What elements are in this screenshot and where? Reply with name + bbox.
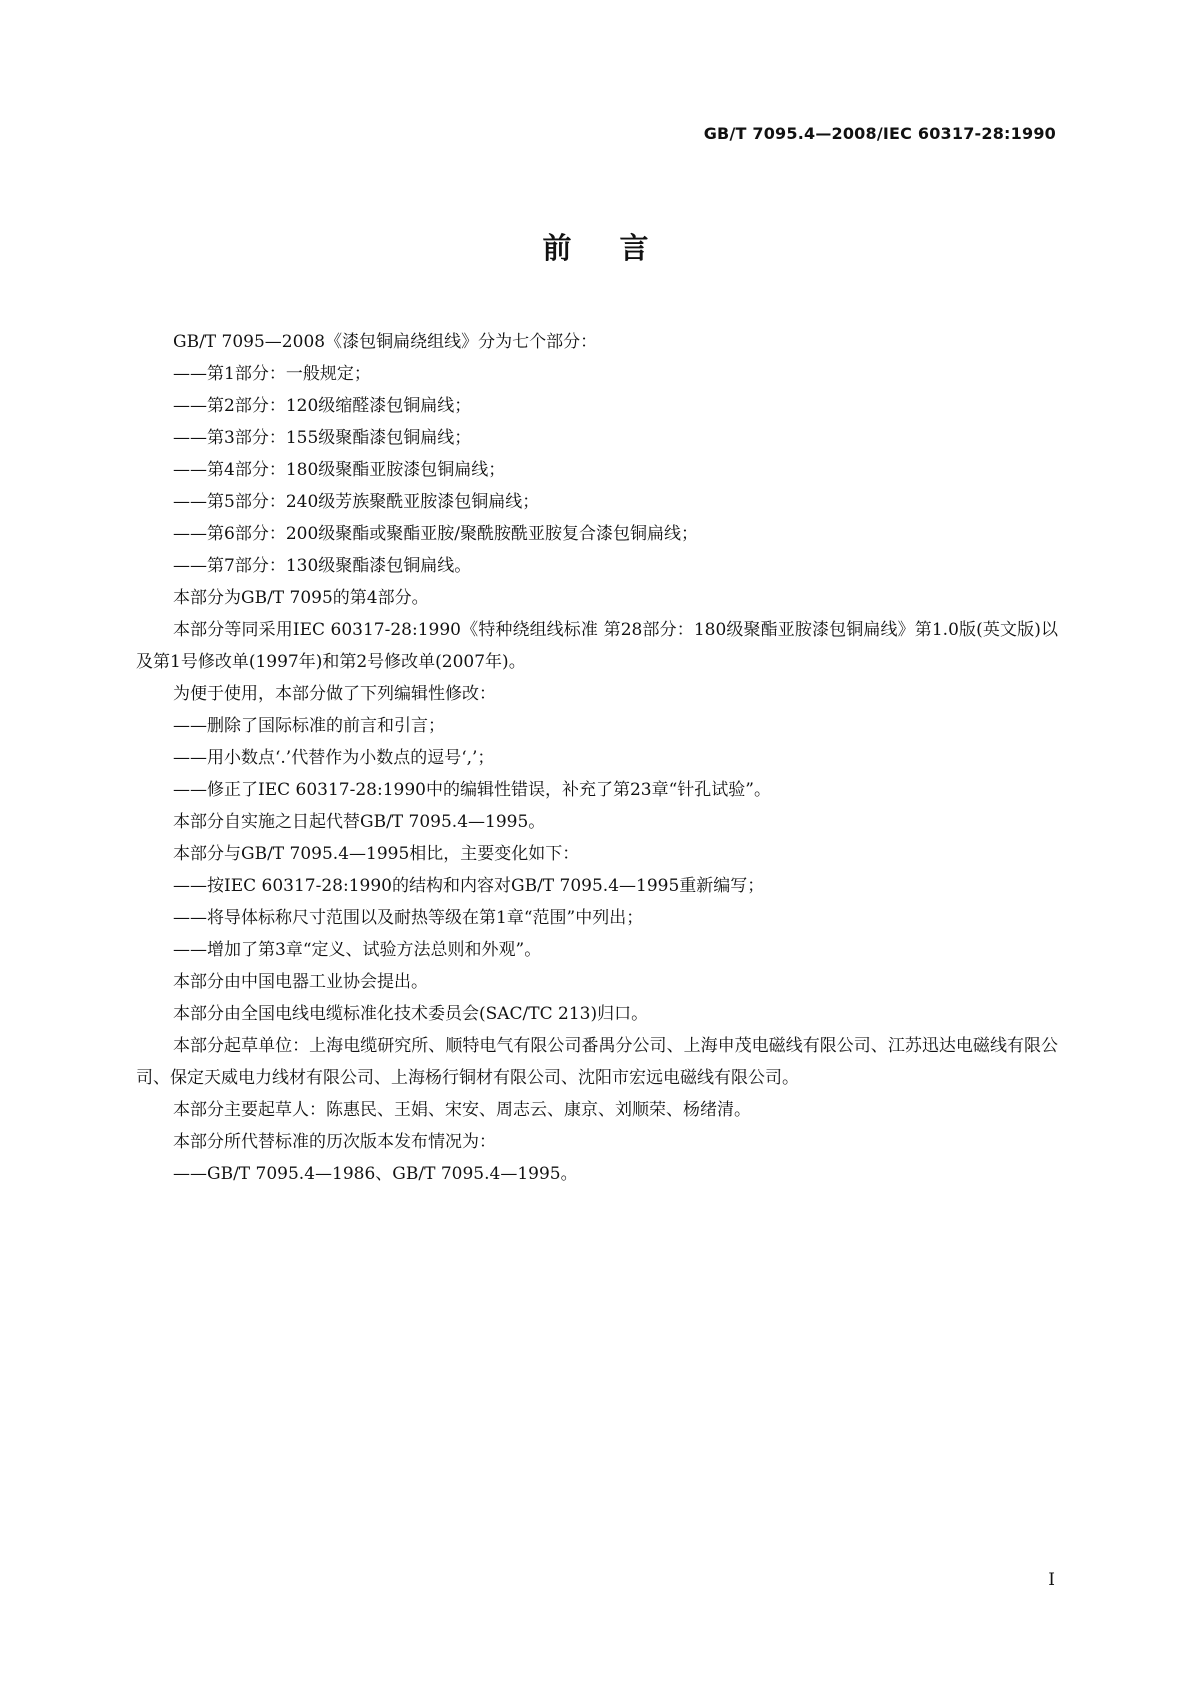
- page-title: 前言: [542, 231, 697, 265]
- list-item-part-7: ——第7部分：130级聚酯漆包铜扁线。: [173, 556, 472, 576]
- list-item-part-3: ——第3部分：155级聚酯漆包铜扁线；: [173, 428, 472, 448]
- list-item-editorial-3: ——修正了IEC 60317-28:1990中的编辑性错误，补充了第23章“针孔试验”。: [173, 780, 771, 800]
- list-item-editorial-2: ——用小数点‘.’代替作为小数点的逗号‘,’；: [173, 748, 495, 768]
- list-item-history: ——GB/T 7095.4—1986、GB/T 7095.4—1995。: [173, 1164, 578, 1184]
- standard-code-header: GB/T 7095.4—2008/IEC 60317-28:1990: [703, 124, 1056, 143]
- list-item-part-2: ——第2部分：120级缩醛漆包铜扁线；: [173, 396, 472, 416]
- paragraph-adoption: 本部分等同采用IEC 60317-28:1990《特种绕组线标准 第28部分：180级聚酯亚胺漆包铜扁线》第1.0版(英文版)以及第1号修改单(1997年)和第2号修改单(2007年)。: [136, 620, 1058, 672]
- paragraph-drafting-units: 本部分起草单位：上海电缆研究所、顺特电气有限公司番禺分公司、上海申茂电磁线有限公司、江苏迅达电磁线有限公司、保定天威电力线材有限公司、上海杨行铜材有限公司、沈阳市宏远电磁线有限公司。: [136, 1036, 1058, 1088]
- paragraph-editorial-intro: 为便于使用，本部分做了下列编辑性修改：: [173, 684, 496, 704]
- foreword-body: [136, 326, 1058, 1190]
- paragraph-history-intro: 本部分所代替标准的历次版本发布情况为：: [173, 1132, 496, 1152]
- paragraph-changes-intro: 本部分与GB/T 7095.4—1995相比，主要变化如下：: [173, 844, 580, 864]
- list-item-part-6: ——第6部分：200级聚酯或聚酯亚胺/聚酰胺酰亚胺复合漆包铜扁线；: [173, 524, 698, 544]
- paragraph-part-statement: 本部分为GB/T 7095的第4部分。: [173, 588, 429, 608]
- list-item-part-5: ——第5部分：240级芳族聚酰亚胺漆包铜扁线；: [173, 492, 540, 512]
- paragraph-intro: GB/T 7095—2008《漆包铜扁绕组线》分为七个部分：: [173, 332, 598, 352]
- paragraph-drafters: 本部分主要起草人：陈惠民、王娟、宋安、周志云、康京、刘顺荣、杨绪清。: [173, 1100, 751, 1120]
- list-item-part-1: ——第1部分：一般规定；: [173, 364, 371, 384]
- list-item-change-3: ——增加了第3章“定义、试验方法总则和外观”。: [173, 940, 542, 960]
- list-item-editorial-1: ——删除了国际标准的前言和引言；: [173, 716, 445, 736]
- paragraph-replaces: 本部分自实施之日起代替GB/T 7095.4—1995。: [173, 812, 546, 832]
- list-item-change-2: ——将导体标称尺寸范围以及耐热等级在第1章“范围”中列出；: [173, 908, 644, 928]
- list-item-part-4: ——第4部分：180级聚酯亚胺漆包铜扁线；: [173, 460, 506, 480]
- list-item-change-1: ——按IEC 60317-28:1990的结构和内容对GB/T 7095.4—1995重新编写；: [173, 876, 765, 896]
- page-number: I: [1048, 1570, 1055, 1590]
- paragraph-proposer: 本部分由中国电器工业协会提出。: [173, 972, 428, 992]
- paragraph-committee: 本部分由全国电线电缆标准化技术委员会(SAC/TC 213)归口。: [173, 1004, 649, 1024]
